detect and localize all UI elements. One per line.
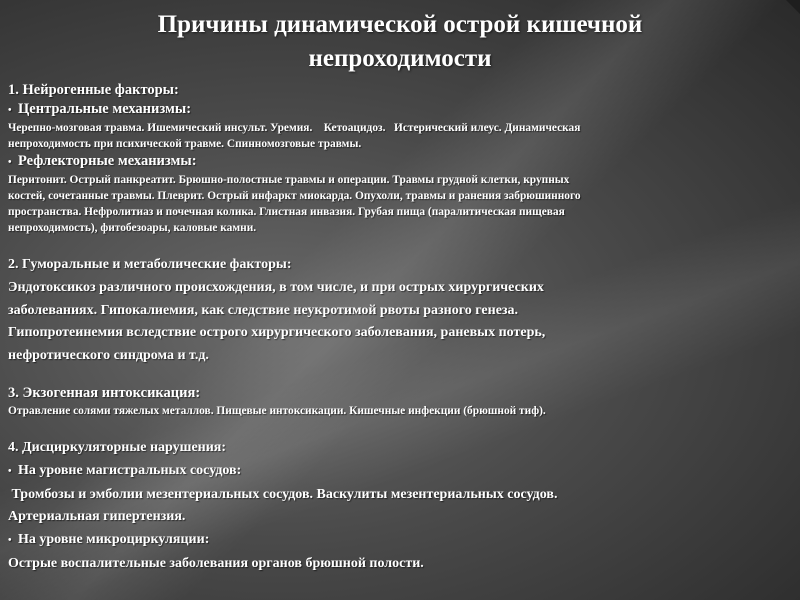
reflex-mechanisms-label: Рефлекторные механизмы: bbox=[18, 153, 197, 169]
title-line-1: Причины динамической острой кишечной bbox=[157, 11, 643, 38]
section-3-heading: 3. Экзогенная интоксикация: bbox=[8, 384, 201, 401]
section-2-heading: 2. Гуморальные и метаболические факторы: bbox=[8, 257, 292, 272]
section-3-text-1: Отравление солями тяжелых металлов. Пищевые интоксикации. Кишечные инфекции (брюшной тиф). bbox=[8, 404, 546, 417]
reflex-mechanisms-text-4: непроходимость), фитобезоары, каловые камни. bbox=[8, 222, 257, 234]
section-4-main-label bbox=[8, 460, 792, 484]
bullet-icon: • bbox=[8, 465, 12, 477]
central-mechanisms-text-1: Черепно-мозговая травма. Ишемический инсульт. Уремия. Кетоацидоз. Истерический илеус. Динамическая bbox=[8, 122, 581, 134]
section-2-text-2: заболеваниях. Гипокалиемия, как следствие неукротимой рвоты разного генеза. bbox=[8, 302, 519, 318]
section-spacer bbox=[8, 419, 792, 437]
main-vessels-label: На уровне магистральных сосудов: bbox=[18, 462, 242, 478]
reflex-mechanisms-text-1: Перитонит. Острый панкреатит. Брюшно-полостные травмы и операции. Травмы грудной клетки, крупных bbox=[8, 174, 570, 186]
central-mechanisms-text-2: непроходимость при психической травме. Спинномозговые травмы. bbox=[8, 138, 362, 150]
main-vessels-text-1: Тромбозы и эмболии мезентериальных сосудов. Васкулиты мезентериальных сосудов. bbox=[8, 486, 558, 502]
reflex-mechanisms-text-2: костей, сочетанные травмы. Плеврит. Острый инфаркт миокарда. Опухоли, травмы и ранения забрюшинного bbox=[8, 190, 581, 202]
central-mechanisms-label: Центральные механизмы: bbox=[18, 101, 192, 117]
section-spacer bbox=[8, 368, 792, 384]
section-4-micro-label bbox=[8, 529, 792, 553]
reflex-mechanisms-text-3: пространства. Нефролитиаз и почечная колика. Глистная инвазия. Грубая пища (паралитическая пищевая bbox=[8, 206, 565, 218]
section-4-heading: 4. Дисциркуляторные нарушения: bbox=[8, 439, 227, 455]
main-vessels-text-2: Артериальная гипертензия. bbox=[8, 509, 186, 525]
section-1-central-label bbox=[8, 100, 792, 120]
section-2-text-3: Гипопротеинемия вследствие острого хирургического заболевания, раневых потерь, bbox=[8, 325, 546, 341]
bullet-icon: • bbox=[8, 535, 12, 547]
microcirculation-label: На уровне микроциркуляции: bbox=[18, 532, 210, 548]
section-2-text-1: Эндотоксикоз различного происхождения, в том числе, и при острых хирургических bbox=[8, 279, 544, 295]
section-1-heading: 1. Нейрогенные факторы: bbox=[8, 82, 179, 98]
title-line-2: непроходимости bbox=[308, 45, 492, 72]
section-spacer bbox=[8, 236, 792, 254]
microcirculation-text-1: Острые воспалительные заболевания органов брюшной полости. bbox=[8, 555, 424, 571]
section-2-text-4: нефротического синдрома и т.д. bbox=[8, 348, 209, 364]
bullet-icon: • bbox=[8, 157, 12, 168]
slide-content bbox=[8, 81, 792, 576]
bullet-icon: • bbox=[8, 105, 12, 116]
section-1-reflex-label bbox=[8, 152, 792, 172]
slide-title bbox=[0, 8, 800, 76]
